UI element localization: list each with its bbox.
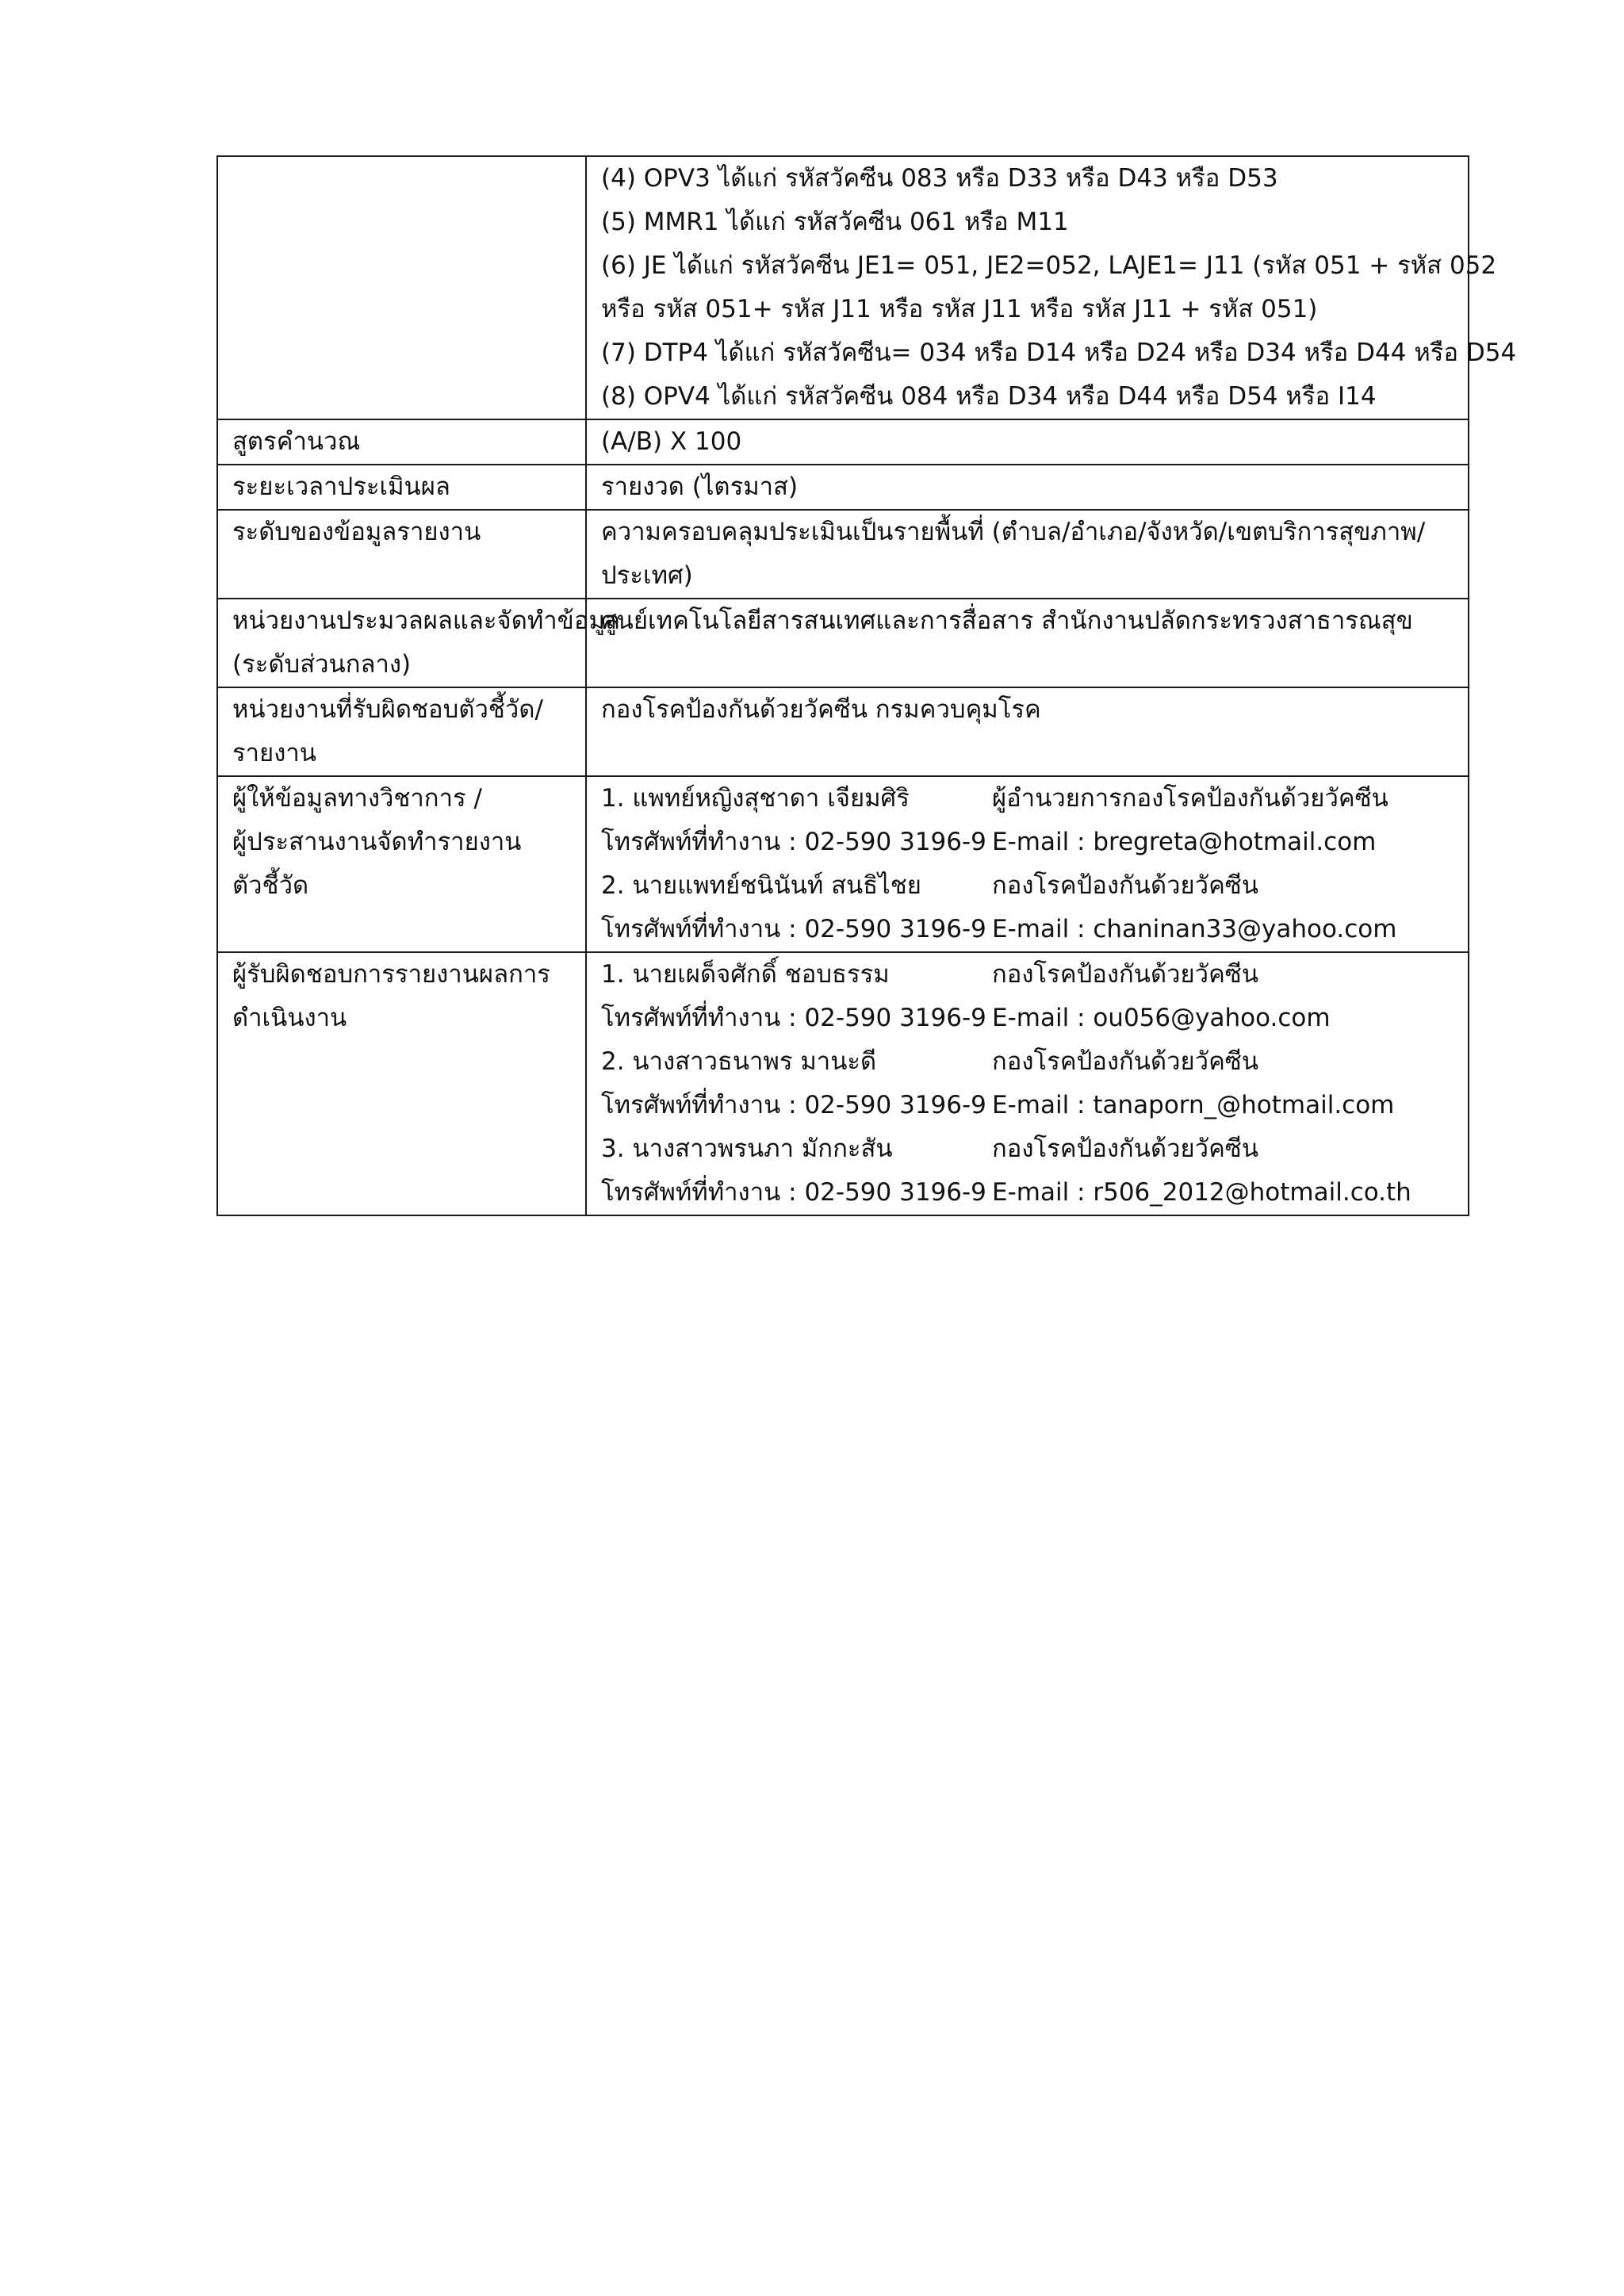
table-row-vaccine-codes [217,156,1469,419]
technical-contacts-value [586,776,1469,952]
indicator-table [216,155,1517,1216]
contact-line [601,1084,1454,1127]
data-level-value [586,510,1469,599]
technical-contacts-label-line-3: ตัวชี้วัด [232,871,309,900]
contact-phone: โทรศัพท์ที่ทำงาน : 02-590 3196-9 [601,1178,986,1207]
responsible-unit-label-line-1: หน่วยงานที่รับผิดชอบตัวชี้วัด/ [232,695,543,724]
contact-name: 1. แพทย์หญิงสุชาดา เจียมศิริ [601,784,910,813]
contact-line [601,821,1454,864]
contact-line [601,908,1454,951]
contact-phone: โทรศัพท์ที่ทำงาน : 02-590 3196-9 [601,915,986,943]
processing-unit-value: ศูนย์เทคโนโลยีสารสนเทศและการสื่อสาร สำนักงานปลัดกระทรวงสาธารณสุข [586,599,1469,687]
processing-unit-label-line-1: หน่วยงานประมวลผลและจัดทำข้อมูล [232,607,620,635]
table-row-formula [217,419,1469,465]
contact-email: E-mail : ou056@yahoo.com [992,1004,1331,1032]
contact-email: E-mail : bregreta@hotmail.com [992,828,1377,856]
processing-unit-label-line-2: (ระดับส่วนกลาง) [232,650,412,679]
vaccine-line-mmr1: (5) MMR1 ได้แก่ รหัสวัคซีน 061 หรือ M11 [601,208,1069,236]
contact-position: กองโรคป้องกันด้วยวัคซีน [992,1135,1259,1163]
contact-position: กองโรคป้องกันด้วยวัคซีน [992,871,1259,900]
contact-phone: โทรศัพท์ที่ทำงาน : 02-590 3196-9 [601,1091,986,1119]
data-level-line-2: ประเทศ) [601,561,693,590]
contact-position: กองโรคป้องกันด้วยวัคซีน [992,1047,1259,1076]
contact-line [601,953,1454,997]
responsible-unit-value: กองโรคป้องกันด้วยวัคซีน กรมควบคุมโรค [586,687,1469,776]
formula-label: สูตรคำนวณ [217,419,586,465]
contact-line [601,1040,1454,1084]
data-level-line-1: ความครอบคลุมประเมินเป็นรายพื้นที่ (ตำบล/อำเภอ/จังหวัด/เขตบริการสุขภาพ/ [601,518,1426,546]
table-row-data-level [217,510,1469,599]
evaluation-period-label: ระยะเวลาประเมินผล [217,465,586,510]
technical-contacts-label-line-2: ผู้ประสานงานจัดทำรายงาน [232,828,522,856]
contact-name: 2. นางสาวธนาพร มานะดี [601,1047,877,1076]
vaccine-codes-cell [586,156,1517,419]
contact-email: E-mail : r506_2012@hotmail.co.th [992,1178,1411,1207]
contact-email: E-mail : tanaporn_@hotmail.com [992,1091,1395,1119]
formula-value: (A/B) X 100 [586,419,1469,465]
contact-email: E-mail : chaninan33@yahoo.com [992,915,1397,943]
contact-line [601,777,1454,821]
contact-phone: โทรศัพท์ที่ทำงาน : 02-590 3196-9 [601,828,986,856]
vaccine-line-dtp4: (7) DTP4 ได้แก่ รหัสวัคซีน= 034 หรือ D14 หรือ D24 หรือ D34 หรือ D44 หรือ D54 [601,339,1517,367]
contact-name: 3. นางสาวพรนภา มักกะสัน [601,1135,893,1163]
contact-line [601,1127,1454,1171]
contact-name: 2. นายแพทย์ชนินันท์ สนธิไชย [601,871,921,900]
responsible-unit-label [217,687,586,776]
row-label-empty [217,156,586,419]
reporting-contacts-value [586,952,1469,1215]
data-level-label: ระดับของข้อมูลรายงาน [217,510,586,599]
reporting-contacts-label-line-1: ผู้รับผิดชอบการรายงานผลการ [232,960,550,989]
reporting-contacts-label-line-2: ดำเนินงาน [232,1004,347,1032]
contact-name: 1. นายเผด็จศักดิ์ ชอบธรรม [601,960,890,989]
contact-line [601,864,1454,908]
vaccine-line-je-cont: หรือ รหัส 051+ รหัส J11 หรือ รหัส J11 หรือ รหัส J11 + รหัส 051) [601,295,1318,323]
processing-unit-label [217,599,620,687]
table-row-technical-contacts [217,776,1469,952]
table-row-responsible-unit [217,687,1469,776]
table-row-evaluation-period [217,465,1469,510]
contact-line [601,997,1454,1040]
technical-contacts-label [217,776,586,952]
contact-phone: โทรศัพท์ที่ทำงาน : 02-590 3196-9 [601,1004,986,1032]
contact-position: ผู้อำนวยการกองโรคป้องกันด้วยวัคซีน [992,784,1388,813]
technical-contacts-label-line-1: ผู้ให้ข้อมูลทางวิชาการ / [232,784,482,813]
evaluation-period-value: รายงวด (ไตรมาส) [586,465,1469,510]
table-row-reporting-contacts [217,952,1469,1215]
contact-position: กองโรคป้องกันด้วยวัคซีน [992,960,1259,989]
table-row-processing-unit [217,599,1469,687]
vaccine-line-opv3: (4) OPV3 ได้แก่ รหัสวัคซีน 083 หรือ D33 หรือ D43 หรือ D53 [601,164,1278,193]
responsible-unit-label-line-2: รายงาน [232,739,316,767]
contact-line [601,1171,1454,1215]
vaccine-line-opv4: (8) OPV4 ได้แก่ รหัสวัคซีน 084 หรือ D34 หรือ D44 หรือ D54 หรือ I14 [601,382,1377,411]
vaccine-line-je: (6) JE ได้แก่ รหัสวัคซีน JE1= 051, JE2=052, LAJE1= J11 (รหัส 051 + รหัส 052 [601,251,1497,280]
reporting-contacts-label [217,952,586,1215]
